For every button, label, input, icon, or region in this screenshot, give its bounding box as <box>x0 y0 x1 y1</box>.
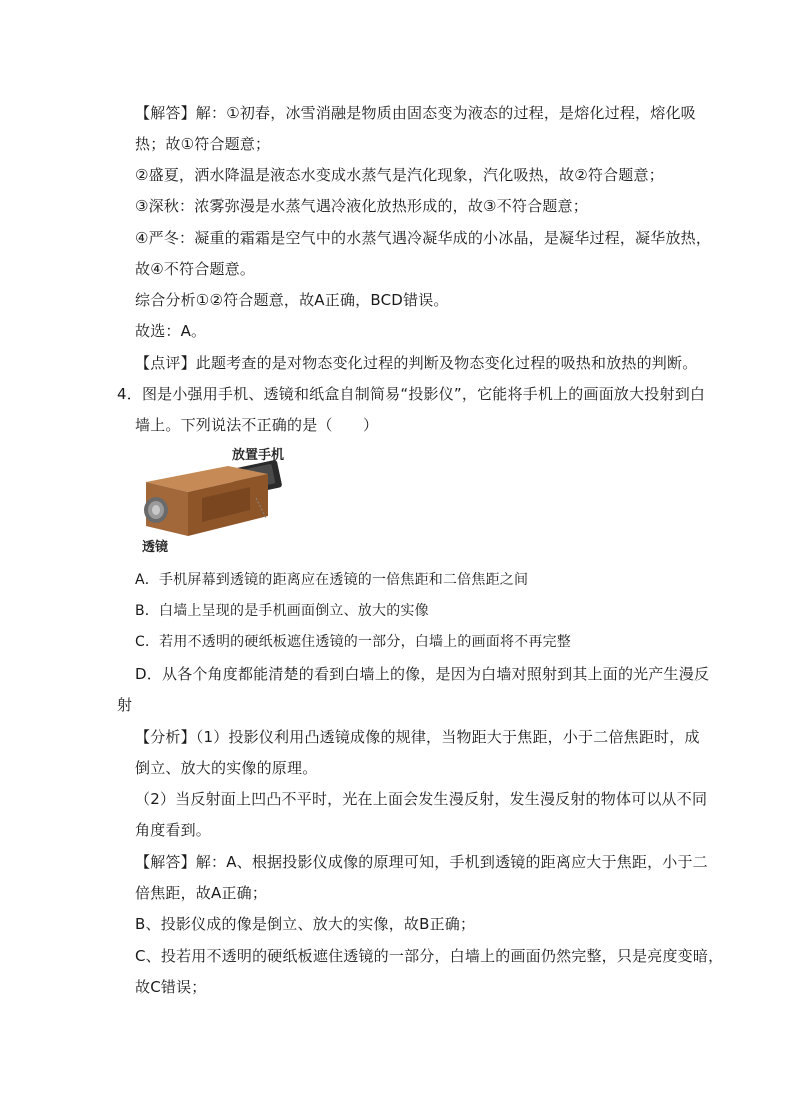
answer-3-line-7: 综合分析①②符合题意，故A正确，BCD错误。 <box>135 291 449 309</box>
option-a: A．手机屏幕到透镜的距离应在透镜的一倍焦距和二倍焦距之间 <box>135 572 529 588</box>
answer-3-line-1: 【解答】解：①初春，冰雪消融是物质由固态变为液态的过程，是熔化过程，熔化吸 <box>135 104 696 122</box>
answer-3-line-8: 故选：A。 <box>135 322 207 340</box>
answer-4-line-4: C、投若用不透明的硬纸板遮住透镜的一部分，白墙上的画面仍然完整，只是亮度变暗， <box>135 947 724 965</box>
projector-figure <box>138 440 288 558</box>
answer-3-line-4: ③深秋：浓雾弥漫是水蒸气遇冷液化放热形成的，故③不符合题意； <box>135 197 588 215</box>
option-d-line-2: 射 <box>117 696 133 714</box>
figure-label-phone: 放置手机 <box>232 448 285 463</box>
answer-3-line-3: ②盛夏，洒水降温是液态水变成水蒸气是汽化现象，汽化吸热，故②符合题意； <box>135 166 664 184</box>
answer-4-line-2: 倍焦距，故A正确； <box>135 884 268 902</box>
analysis-4-line-3: （2）当反射面上凹凸不平时，光在上面会发生漫反射，发生漫反射的物体可以从不同 <box>135 790 708 808</box>
comment-3-line: 【点评】此题考查的是对物态变化过程的判断及物态变化过程的吸热和放热的判断。 <box>135 354 698 372</box>
answer-3-line-6: 故④不符合题意。 <box>135 260 256 278</box>
answer-4-line-3: B、投影仪成的像是倒立、放大的实像，故B正确； <box>135 915 476 933</box>
question-4-line-2: 墙上。下列说法不正确的是（ ） <box>135 416 379 434</box>
option-b: B．白墙上呈现的是手机画面倒立、放大的实像 <box>135 603 429 619</box>
question-4-line-1: 4．图是小强用手机、透镜和纸盒自制简易“投影仪”，它能将手机上的画面放大投射到白 <box>117 385 706 403</box>
answer-4-line-5: 故C错误； <box>135 978 207 996</box>
figure-label-lens: 透镜 <box>142 540 169 555</box>
analysis-4-line-2: 倒立、放大的实像的原理。 <box>135 759 318 777</box>
option-d-line-1: D．从各个角度都能清楚的看到白墙上的像，是因为白墙对照射到其上面的光产生漫反 <box>135 665 710 683</box>
analysis-4-line-1: 【分析】（1）投影仪利用凸透镜成像的规律，当物距大于焦距，小于二倍焦距时，成 <box>135 728 700 746</box>
answer-3-line-5: ④严冬：凝重的霜霜是空气中的水蒸气遇冷凝华成的小冰晶，是凝华过程，凝华放热， <box>135 229 712 247</box>
answer-3-line-2: 热；故①符合题意； <box>135 135 271 153</box>
analysis-4-line-4: 角度看到。 <box>135 821 212 839</box>
option-c: C．若用不透明的硬纸板遮住透镜的一部分，白墙上的画面将不再完整 <box>135 634 571 650</box>
answer-4-line-1: 【解答】解：A、根据投影仪成像的原理可知，手机到透镜的距离应大于焦距，小于二 <box>135 853 708 871</box>
